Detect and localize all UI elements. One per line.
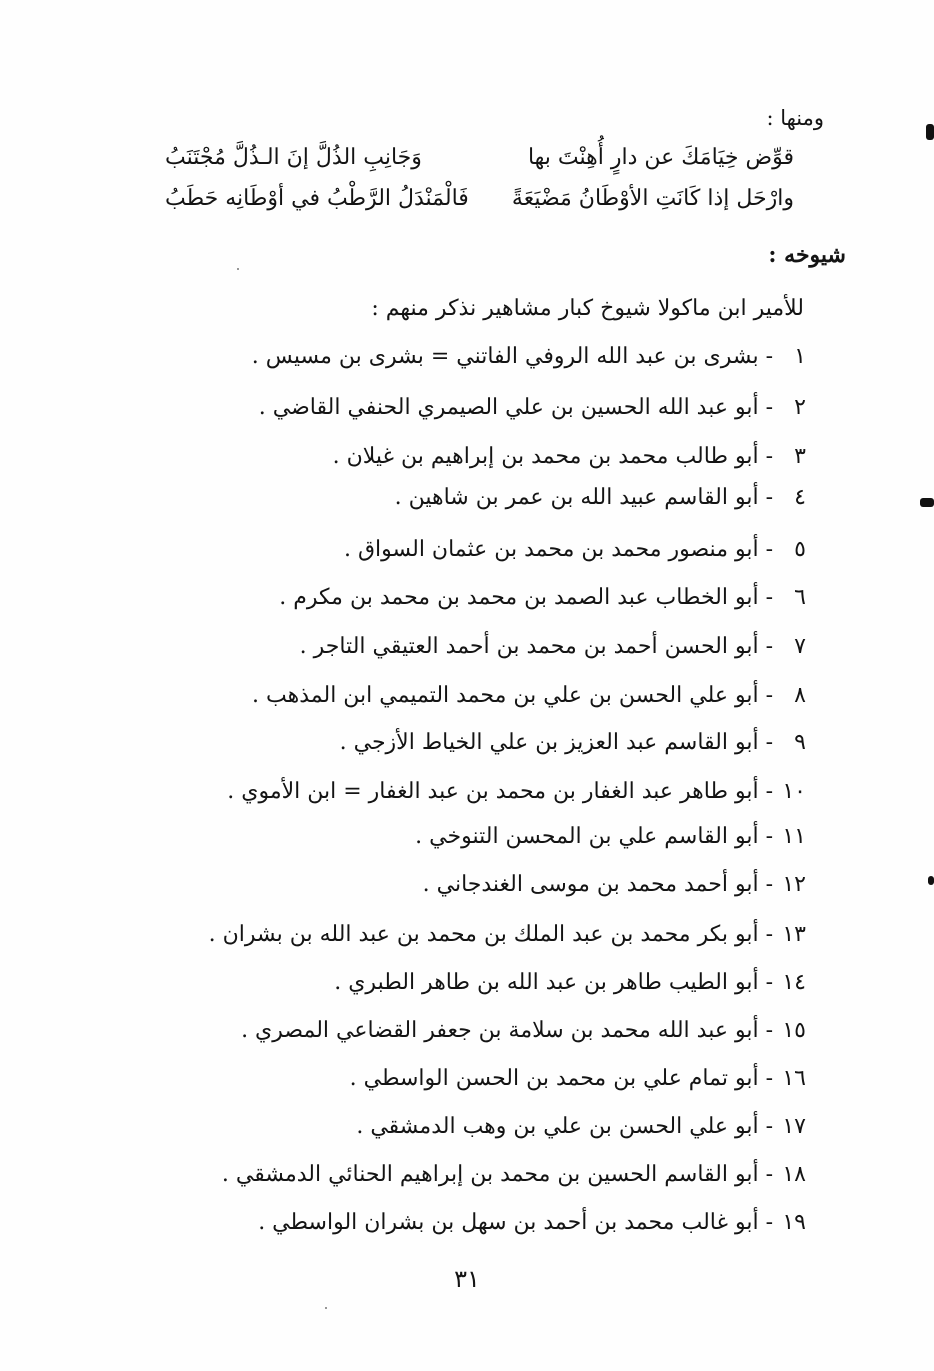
scan-mark	[920, 498, 934, 507]
list-item: ١٣ - أبو بكر محمد بن عبد الملك بن محمد بن عبد الله بن بشران .	[209, 920, 806, 950]
list-item-number: ١٤	[782, 970, 806, 995]
list-item-number: ١٩	[782, 1210, 806, 1235]
list-item: ١٦ - أبو تمام علي بن محمد بن الحسن الواسطي .	[350, 1064, 806, 1094]
list-item-text: أبو تمام علي بن محمد بن الحسن الواسطي .	[349, 1066, 759, 1091]
list-item-text: بشرى بن عبد الله الروفي الفاتني = بشرى بن مسيس .	[251, 344, 759, 369]
scan-mark	[928, 876, 934, 885]
list-item-text: أبو القاسم عبد العزيز بن علي الخياط الأزجي .	[339, 730, 759, 755]
list-item-number: ٩	[794, 730, 806, 755]
list-item: ١٢ - أبو أحمد محمد بن موسى الغندجاني .	[423, 870, 806, 900]
list-item-text: أبو الطيب طاهر بن عبد الله بن طاهر الطبري .	[334, 970, 759, 995]
section-heading: شيوخه :	[768, 242, 846, 268]
list-item-text: أبو غالب محمد بن أحمد بن سهل بن بشران الواسطي .	[258, 1210, 759, 1235]
list-item-text: أبو علي الحسن بن علي بن وهب الدمشقي .	[356, 1114, 759, 1139]
verse-1-second-hemistich: وَجَانِبِ الذُلَّ إنَ الـذُلَّ مُجْتَنَبُ	[165, 145, 422, 170]
list-item-number: ١٠	[782, 779, 806, 804]
list-item-number: ١٥	[782, 1018, 806, 1043]
verse-2-first-hemistich: وارْحَل إذا كَانَتِ الأوْطَانُ مَضْيَعَةً	[511, 186, 794, 211]
list-item-text: أبو الخطاب عبد الصمد بن محمد بن محمد بن مكرم .	[279, 585, 759, 610]
verse-1-first-hemistich: قوِّض خِيَامَكَ عن دارٍ أُهِنْتَ بها	[527, 145, 794, 170]
list-item: ٧ - أبو الحسن أحمد بن محمد بن أحمد العتيقي التاجر .	[300, 632, 806, 662]
list-item-text: أبو القاسم الحسين بن محمد بن إبراهيم الحنائي الدمشقي .	[221, 1162, 759, 1187]
list-item: ١٨ - أبو القاسم الحسين بن محمد بن إبراهيم الحنائي الدمشقي .	[222, 1160, 806, 1190]
page-number: ٣١	[454, 1265, 480, 1293]
list-item-number: ١٧	[782, 1114, 806, 1139]
list-item: ١ - بشرى بن عبد الله الروفي الفاتني = بشرى بن مسيس .	[252, 342, 806, 372]
list-item-number: ٧	[794, 634, 806, 659]
list-item-text: أبو طالب محمد بن محمد بن إبراهيم بن غيلان .	[332, 444, 759, 469]
list-item: ٩ - أبو القاسم عبد العزيز بن علي الخياط الأزجي .	[340, 728, 806, 758]
scan-speck	[237, 268, 239, 270]
list-item-number: ٢	[794, 395, 806, 420]
verse-2-second-hemistich: فَالْمَنْدَلُ الرَّطْبُ في أوْطَانِه حَطَبُ	[165, 186, 469, 211]
list-item-text: أبو القاسم علي بن المحسن التنوخي .	[415, 824, 759, 849]
list-item-text: أبو بكر محمد بن عبد الملك بن محمد بن عبد الله بن بشران .	[208, 922, 759, 947]
list-item-text: أبو علي الحسن بن علي بن محمد التميمي ابن المذهب .	[252, 683, 759, 708]
list-item-number: ٣	[794, 444, 806, 469]
list-item: ١٤ - أبو الطيب طاهر بن عبد الله بن طاهر الطبري .	[334, 968, 806, 998]
intro-label: ومنها :	[766, 106, 824, 130]
list-item: ٤ - أبو القاسم عبيد الله بن عمر بن شاهين .	[395, 483, 806, 513]
list-item: ١١ - أبو القاسم علي بن المحسن التنوخي .	[415, 822, 806, 852]
list-item: ٨ - أبو علي الحسن بن علي بن محمد التميمي ابن المذهب .	[252, 681, 806, 711]
list-item-text: أبو عبد الله محمد بن سلامة بن جعفر القضاعي المصري .	[241, 1018, 759, 1043]
list-item: ٥ - أبو منصور محمد بن محمد بن عثمان السواق .	[344, 535, 806, 565]
list-item-number: ١٦	[782, 1066, 806, 1091]
list-item: ١٧ - أبو علي الحسن بن علي بن وهب الدمشقي .	[356, 1112, 806, 1142]
list-item-number: ١٢	[782, 872, 806, 897]
list-item-text: أبو منصور محمد بن محمد بن عثمان السواق .	[343, 537, 759, 562]
list-item-number: ٤	[794, 485, 806, 510]
scan-mark	[926, 124, 934, 140]
list-item-number: ١	[794, 344, 806, 369]
scan-speck	[325, 1307, 327, 1309]
list-item-text: أبو طاهر عبد الغفار بن محمد بن عبد الغفار = ابن الأموي .	[227, 779, 759, 804]
list-item: ١٥ - أبو عبد الله محمد بن سلامة بن جعفر القضاعي المصري .	[241, 1016, 806, 1046]
list-item: ٢ - أبو عبد الله الحسين بن علي الصيمري الحنفي القاضي .	[259, 393, 806, 423]
list-item-text: أبو الحسن أحمد بن محمد بن أحمد العتيقي التاجر .	[299, 634, 759, 659]
list-item: ٦ - أبو الخطاب عبد الصمد بن محمد بن محمد بن مكرم .	[279, 583, 806, 613]
list-item-number: ٥	[794, 537, 806, 562]
list-item-number: ٨	[794, 683, 806, 708]
list-item-number: ٦	[794, 585, 806, 610]
list-item-text: أبو عبد الله الحسين بن علي الصيمري الحنفي القاضي .	[258, 395, 759, 420]
list-item: ١٩ - أبو غالب محمد بن أحمد بن سهل بن بشران الواسطي .	[258, 1208, 806, 1238]
lead-paragraph: للأمير ابن ماكولا شيوخ كبار مشاهير نذكر منهم :	[371, 296, 804, 321]
list-item-text: أبو القاسم عبيد الله بن عمر بن شاهين .	[394, 485, 759, 510]
list-item-number: ١٨	[782, 1162, 806, 1187]
list-item-text: أبو أحمد محمد بن موسى الغندجاني .	[422, 872, 759, 897]
list-item-number: ١١	[782, 824, 806, 849]
list-item: ١٠ - أبو طاهر عبد الغفار بن محمد بن عبد الغفار = ابن الأموي .	[227, 777, 806, 807]
list-item-number: ١٣	[782, 922, 806, 947]
list-item: ٣ - أبو طالب محمد بن محمد بن إبراهيم بن غيلان .	[333, 442, 806, 472]
